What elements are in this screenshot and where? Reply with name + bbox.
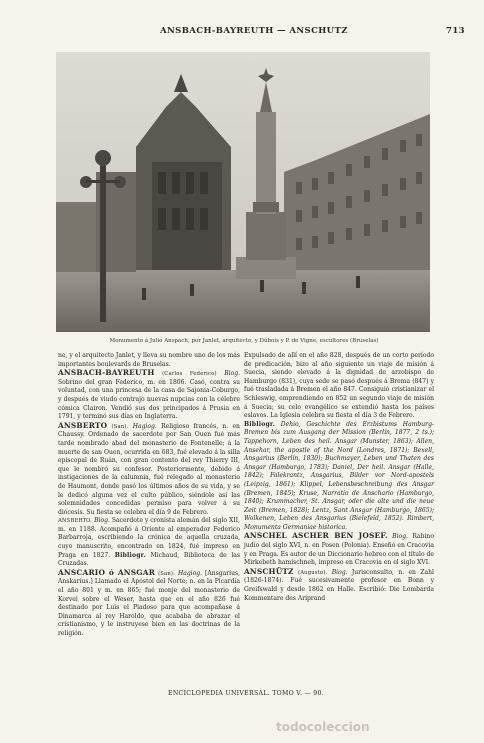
entry-name: (Augusto). xyxy=(298,569,328,576)
entry-category: Biog. xyxy=(94,517,110,525)
entry-ansberto-san xyxy=(58,422,240,518)
entry-anschel xyxy=(244,532,434,567)
photo-caption: Monumento á Julio Anspach, por Janlet, arquitecto, y Dúbois y P. de Vigne, escultores (Bruselas) xyxy=(109,338,379,344)
entry-headword: ANSBACH-BAYREUTH xyxy=(58,368,155,378)
entry-headword: ANSBERTO. xyxy=(58,518,93,525)
entry-bibliography xyxy=(244,421,434,533)
entry-name: (Carlos Federico) xyxy=(162,371,217,378)
bibliography-label: Bibliogr. xyxy=(244,420,276,428)
entry-text: Sobrino del gran Federico, m. en 1806. Casó, contra su voluntad, con una princesa de la casa de Sajonia-Coburgo, y después de viudo contrajo nuevas nupcias con la célebre cómica Clairon. Vendió sus dos principados á Prusia en 1791, y terminó sus días en Inglaterra. xyxy=(58,378,240,421)
entry-name: (San). xyxy=(158,570,175,577)
entry-anscario xyxy=(58,569,240,639)
page-number: 713 xyxy=(446,26,465,36)
entry-headword: ANSCARIO ó ANSGAR xyxy=(58,567,156,577)
entry-text: [Ansgarius, Anskarius.] Llamado el Apóstol del Norte; n. en la Picardía el año 801 y m. en 865; fué monje del monasterio de Korvei sobre el Weser, hasta que en el año 826 fué destinado por Luis el Piadoso para que acompañase á Dinamarca al rey Haroldo, que acababa de abrazar el cristianismo, y le instruyese bien en las doctrinas de la religión. xyxy=(58,569,240,637)
bibliography-text: Dehio, Geschichte des Erzbistums Hamburg-Bremen bis zum Ausgang der Mission (Berlín, 1877, 2 ts.); Tappehorn, Leben des heil. Ansgar (Munster, 1863); Allen, Ansehar, the apostle of the Nord (Londres, 1871); Bexell, Ansgarius (Berlín, 1830); Buchmayer, Leben und Thaten des Ansgar (Hamburgo, 1783); Daniel, Der heil. Ansgar (Halle, 1842); Falekrantz, Ansgarius, Bilder vor Nord-apostels (Leipzig, 1861); Klippel, Lebensbeschreibung des Ansgar (Bremen, 1845); Kruse, Narratio de Anschario (Hamburgo, 1840); Krummacher, St. Ansgar, oder die alte und die neue Zeit (Bremen, 1828); Lentz, Sant Ansgar (Hamburgo, 1865); Wolkenen, Leben des Ansgarius (Bielefeld, 1852). Rimbert, Monumenta Germaniae historica. xyxy=(244,420,434,531)
right-column xyxy=(244,352,434,603)
volume-footer: ENCICLOPEDIA UNIVERSAL. TOMO V. — 90. xyxy=(168,690,324,697)
entry-category: Hagiog. xyxy=(177,569,203,577)
entry-text: Religioso francés, n. en Chaussy. Ordenado de sacerdote por San Ouen fué más tarde nombrado abad del monasterio de Fontenelle; á la muerte de san Ouen, ocurrida en 683, fué elevado á la silla episcopal de Ruán, con gran contento del rey Thierry III, que le nombró su confesor. Posteriormente, debido á instigaciones de la calumnia, fué relegado al monasterio de Haumont, donde pasó los últimos años de su vida, y se le dedicó alguna vez el culto público, siéndole así las solemnidades concedidas permiso para volver á su diócesis. Su fiesta se celebra el día 9 de Febrero. xyxy=(58,422,240,516)
entry-anschutz xyxy=(244,568,434,603)
entry-text: Rabino judío del siglo XVI, n. en Posen (Polonia). Enseñó en Cracovia y en Praga. Es autor de un Diccionario hebreo con el título de Mirkebeth hamischneh, impreso en Cracovia en el siglo XVI. xyxy=(244,533,434,567)
entry-text: Sacerdote y cronista alemán del siglo XII, m. en 1188. Acompañó á Oriente al emperador Federico Barbarroja, escribiendo la crónica de aquella cruzada, cuyo manuscrito, encontrado en 1824, fué impreso en Praga en 1827. xyxy=(58,517,240,559)
entry-category: Biog. xyxy=(392,533,408,541)
entry-ansberto-biog xyxy=(58,517,240,569)
entry-category: Biog. xyxy=(224,370,240,378)
entry-ansbach-bayreuth xyxy=(58,369,240,422)
bibliography-label: Bibliogr. xyxy=(114,551,146,559)
continued-paragraph: ne, y el arquitecto Janlet, y lleva su nombre uno de los más importantes boulevards de Bruselas. xyxy=(58,352,240,368)
entry-headword: ANSBERTO xyxy=(58,420,108,430)
monument-photograph xyxy=(56,52,430,332)
entry-headword: ANSCHEL ASCHER BEN JOSEF. xyxy=(244,531,388,541)
entry-name: (San). xyxy=(111,423,129,430)
watermark-logo: todocoleccion xyxy=(276,720,370,734)
continued-paragraph: Expulsado de allí en el año 828, después de un corto período de predicación, bizo al año siguiente un viaje de misión á Suecia, siendo elevado á la dignidad de arzobispo de Hamburgo (831), cuya sede se pasó después á Brema (847) y fué trasladada á Bremen el año 847. Consiguió cristianizar el Schleswig, emprendiendo en 852 un segundo viaje de misión á Suecia; su celo evangélico se extendió hasta los países eslavos. La Iglesia celebra su fiesta el día 3 de Febrero. xyxy=(244,352,434,420)
running-title: ANSBACH-BAYREUTH — ANSCHUTZ xyxy=(160,26,348,36)
entry-headword: ANSCHÜTZ xyxy=(244,566,294,576)
left-column xyxy=(58,352,240,639)
entry-category: Biog. xyxy=(331,568,348,576)
entry-text: Jurisconsulto, n. en Zahl (1826-1874). Fué sucesivamente profesor en Bonn y Greifswald y desde 1862 en Halle. Escribió: Die Lombarda Kommentare des Ariprand xyxy=(244,568,434,602)
entry-category: Hagiog. xyxy=(132,422,157,430)
running-header xyxy=(0,26,484,40)
bibliography-text: Michaud, Biblioteca de las Cruzadas. xyxy=(58,551,240,568)
